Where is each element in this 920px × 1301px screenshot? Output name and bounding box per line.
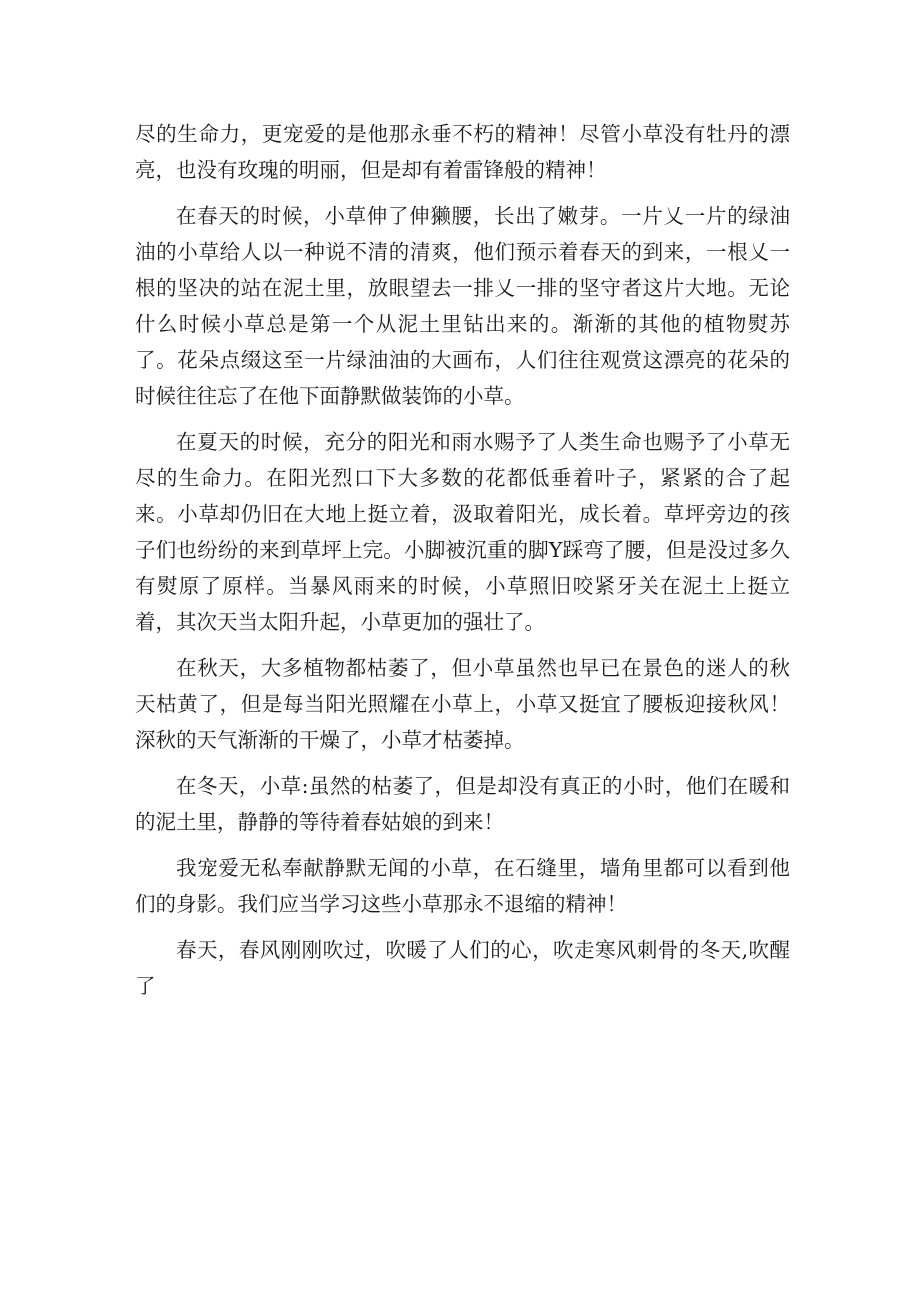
- paragraph-spring: 在春天的时候，小草伸了伸獭腰，长出了嫩芽。一片乂一片的绿油油的小草给人以一种说不清的清爽，他们预示着春天的到来，一根乂一根的坚决的站在泥土里，放眼望去一排乂一排的坚守者这片大地。无论什么时候小草总是第一个从泥土里钻出来的。渐渐的其他的植物熨苏了。花朵点缀这至一片绿油油的大画布，人们往往观赏这漂亮的花朵的时候往往忘了在他下面静默做装饰的小草。: [135, 204, 790, 408]
- paragraph-winter: 在冬天，小草:虽然的枯萎了，但是却没有真正的小时，他们在暖和的泥土里，静静的等待着春姑娘的到来！: [135, 774, 790, 834]
- paragraph-conclusion: 我宠爱无私奉献静默无闻的小草，在石缝里，墙角里都可以看到他们的身影。我们应当学习这些小草那永不退缩的精神！: [135, 856, 790, 916]
- paragraph-spring-wind: 春天，春风刚刚吹过，吹暖了人们的心，吹走寒风刺骨的冬天,吹醒了: [135, 938, 790, 998]
- paragraph-summer: 在夏天的时候，充分的阳光和雨水赐予了人类生命也赐予了小草无尽的生命力。在阳光烈口下大多数的花都低垂着叶子，紧紧的合了起来。小草却仍旧在大地上挺立着，汲取着阳光，成长着。草坪旁边的孩子们也纷纷的来到草坪上完。小脚被沉重的脚Y踩弯了腰，但是没过多久有熨原了原样。当暴风雨来的时候，小草照旧咬紧牙关在泥土上挺立着，其次天当太阳升起，小草更加的强壮了。: [135, 430, 790, 634]
- paragraph-continuation: 尽的生命力，更宠爱的是他那永垂不朽的精神！尽管小草没有牡丹的漂亮，也没有玫瑰的明丽，但是却有着雷锋般的精神！: [135, 122, 790, 182]
- paragraph-autumn: 在秋天，大多植物都枯萎了，但小草虽然也早已在景色的迷人的秋天枯黄了，但是每当阳光照耀在小草上，小草又挺宜了腰板迎接秋风！深秋的天气渐渐的干燥了，小草才枯萎掉。: [135, 656, 790, 752]
- essay-body: [135, 116, 790, 1004]
